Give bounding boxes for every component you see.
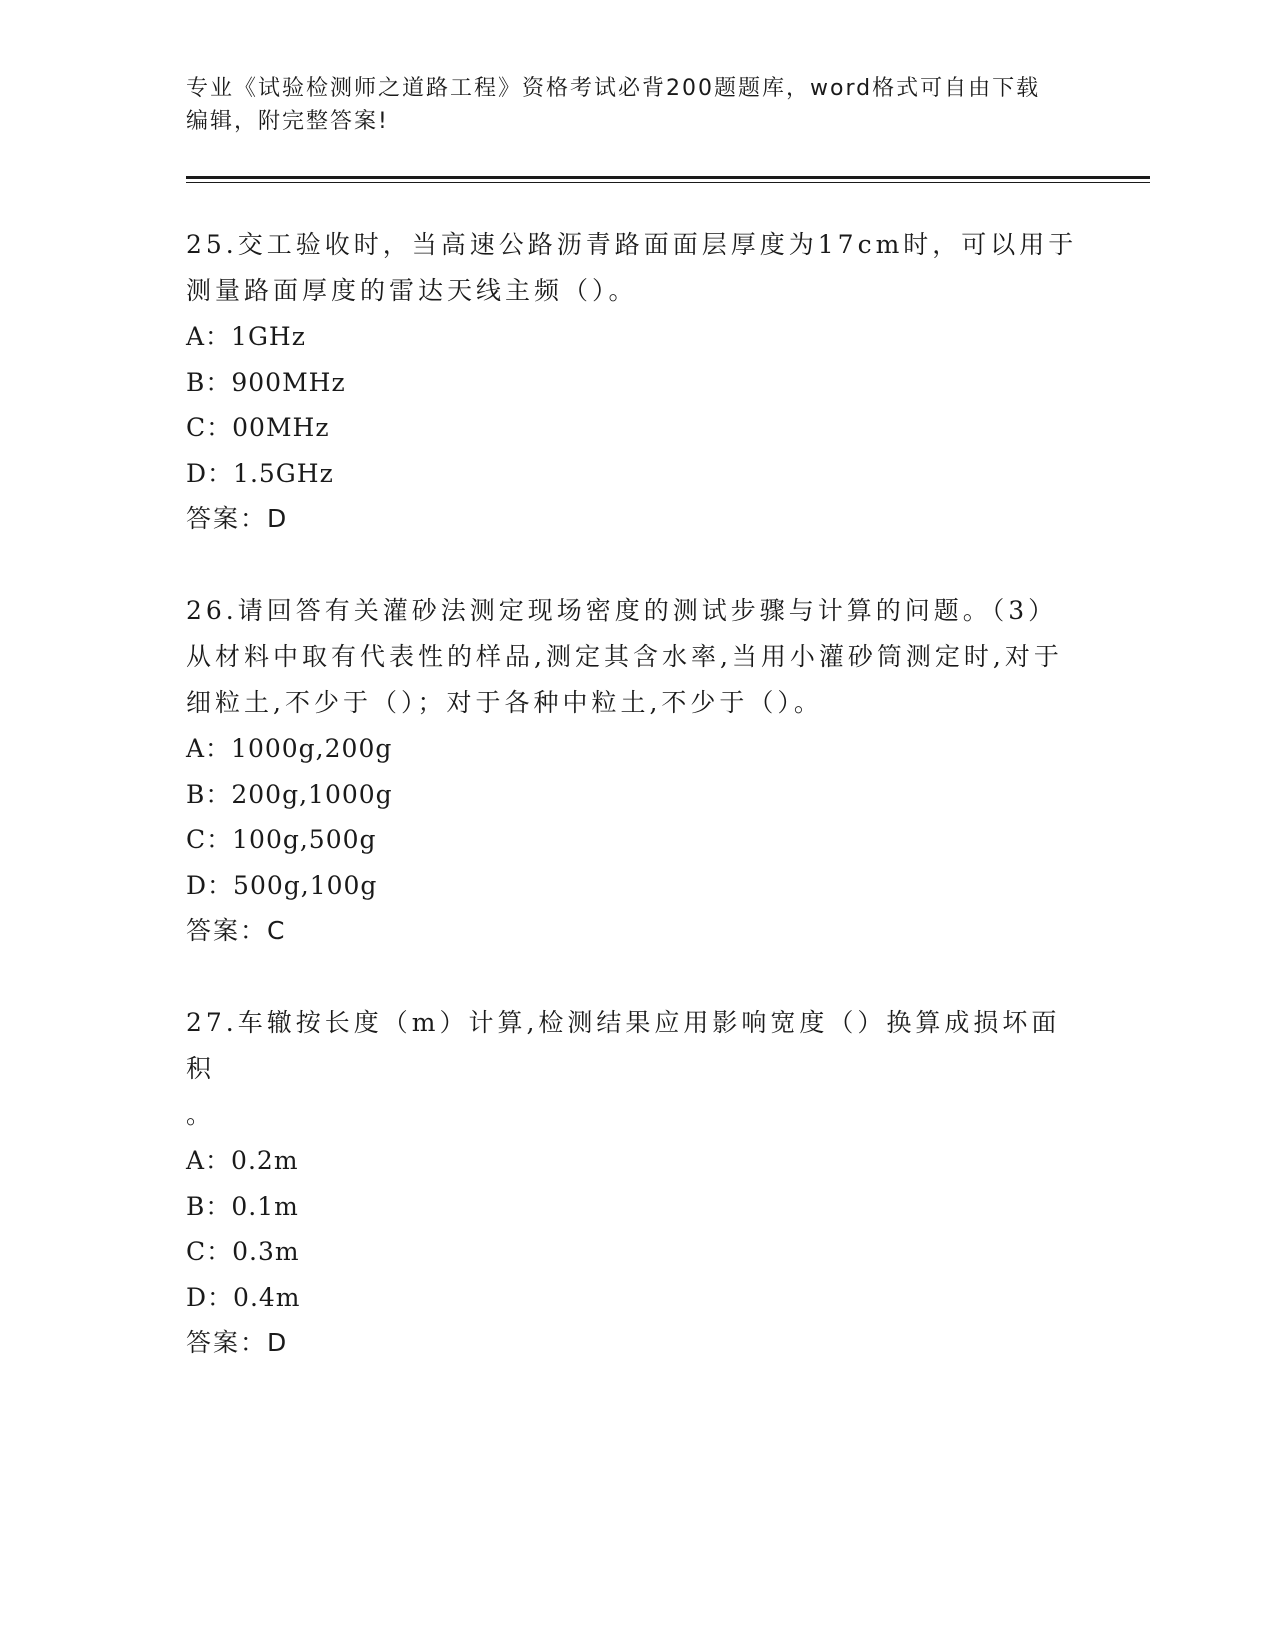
question-text-line: 从材料中取有代表性的样品,测定其含水率,当用小灌砂筒测定时,对于 <box>186 642 1063 671</box>
question-text-line: 细粒土,不少于（）；对于各种中粒土,不少于（）。 <box>186 688 823 717</box>
question-text-line: 26.请回答有关灌砂法测定现场密度的测试步骤与计算的问题。（3） <box>186 596 1058 625</box>
header-divider-thick <box>186 176 1150 179</box>
answer-text: 答案：D <box>186 1328 289 1357</box>
answer-text: 答案：D <box>186 504 289 533</box>
question-text-line: 27.车辙按长度（m）计算,检测结果应用影响宽度（）换算成损坏面积 <box>186 1008 1061 1083</box>
answer-text: 答案：C <box>186 916 287 945</box>
question-27 <box>186 1000 1086 1365</box>
question-25 <box>186 222 1086 541</box>
document-header <box>186 72 1086 138</box>
header-line-2: 编辑，附完整答案! <box>186 109 389 134</box>
question-26 <box>186 588 1086 953</box>
question-text-line: 测量路面厚度的雷达天线主频（）。 <box>186 276 638 305</box>
question-text-line: 25.交工验收时，当高速公路沥青路面面层厚度为17cm时，可以用于 <box>186 230 1078 259</box>
option-d: D：0.4m <box>186 1282 301 1312</box>
option-a: A：1GHz <box>186 322 306 351</box>
option-b: B：0.1m <box>186 1191 299 1221</box>
option-b: B：200g,1000g <box>186 779 393 809</box>
question-text-line: 。 <box>186 1100 216 1129</box>
option-c: C：0.3m <box>186 1237 300 1266</box>
option-d: D：1.5GHz <box>186 458 334 488</box>
header-divider-thin <box>186 182 1150 183</box>
header-line-1: 专业《试验检测师之道路工程》资格考试必背200题题库，word格式可自由下载 <box>186 76 1041 101</box>
option-c: C：00MHz <box>186 413 330 442</box>
option-a: A：1000g,200g <box>186 734 393 763</box>
option-b: B：900MHz <box>186 367 346 397</box>
option-c: C：100g,500g <box>186 825 377 854</box>
option-d: D：500g,100g <box>186 870 378 900</box>
option-a: A：0.2m <box>186 1146 299 1175</box>
